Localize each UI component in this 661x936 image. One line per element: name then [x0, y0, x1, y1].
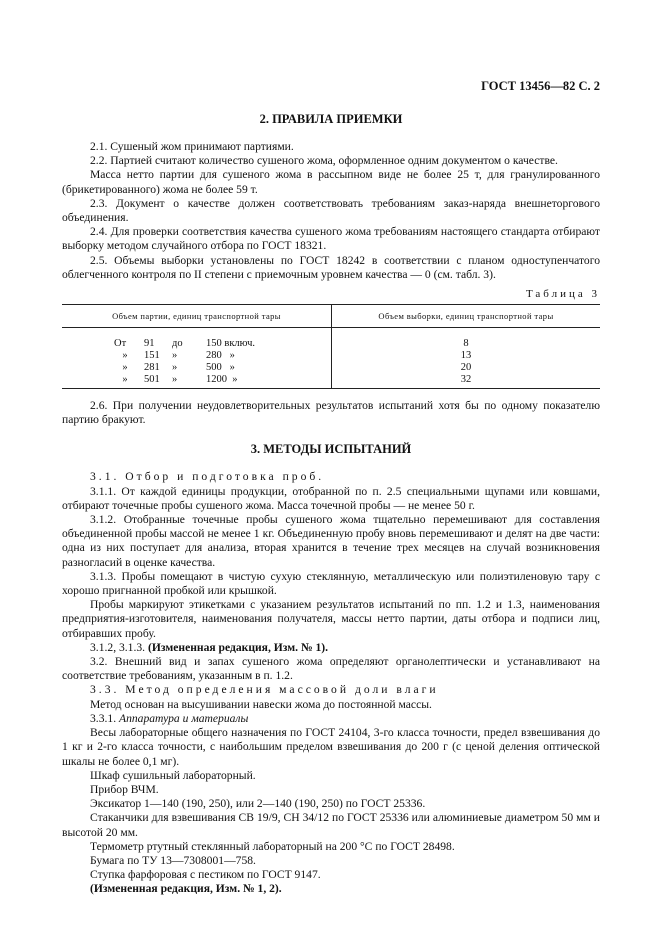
row-sample: 8: [463, 338, 469, 350]
para-device: Прибор ВЧМ.: [90, 782, 159, 796]
section-3-title: 3. МЕТОДЫ ИСПЫТАНИЙ: [250, 442, 412, 457]
amendment-ref: 3.1.2, 3.1.3.: [90, 640, 148, 654]
row-to-word: »: [172, 350, 178, 362]
row-sample: 20: [460, 362, 472, 374]
row-from: 91: [144, 338, 155, 350]
para-2-6: 2.6. При получении неудовлетворительных результатов испытаний хотя бы по одному показателю партию бракуют.: [62, 399, 600, 427]
table-row: [62, 328, 600, 351]
row-prefix: »: [122, 362, 128, 374]
para-3-1-2: 3.1.2. Отобранные точечные пробы сушеного жома тщательно перемешивают для составления объединенной пробы массой не менее 1 кг. Объединенную пробу вновь перемешивают и делят на две части: одна из них поступает для анализа, вторая хранится в течение трех месяцев на случай возникновения разногласий в оценке качества.: [62, 513, 600, 569]
row-to-word: »: [172, 362, 178, 374]
para-amendment-1: [62, 641, 600, 655]
para-2-5: 2.5. Объемы выборки установлены по ГОСТ 18242 в соответствии с планом одноступенчатого облегченного контроля по II степени с приемочным уровнем качества — 0 (см. табл. 3).: [62, 253, 600, 281]
section-2-title: 2. ПРАВИЛА ПРИЕМКИ: [259, 112, 403, 126]
table-row: [62, 374, 600, 388]
row-prefix: »: [122, 374, 128, 386]
row-to: 500 »: [206, 362, 235, 374]
para-3-3-method: Метод основан на высушивании навески жома до постоянной массы.: [90, 697, 432, 711]
para-3-1: 3.1. Отбор и подготовка проб.: [90, 470, 325, 484]
sample-table: [62, 304, 600, 388]
table-row: [62, 350, 600, 362]
table-header-lot-size: Объем партии, единиц транспортной тары: [62, 305, 332, 328]
para-2-1: 2.1. Сушеный жом принимают партиями.: [90, 140, 294, 153]
row-to: 1200 »: [206, 374, 238, 386]
para-3-2: 3.2. Внешний вид и запах сушеного жома определяют органолептически и устанавливают на соответствие требованиям, указанным в п. 1.2.: [62, 655, 600, 683]
para-2-2: 2.2. Партией считают количество сушеного жома, оформленное одним документом о качестве.: [90, 154, 558, 168]
row-from: 501: [144, 374, 160, 386]
row-to: 280 »: [206, 350, 235, 362]
para-3-3: 3.3. Метод определения массовой доли влаги: [90, 683, 439, 697]
para-desiccator: Эксикатор 1—140 (190, 250), или 2—140 (190, 250) по ГОСТ 25336.: [90, 797, 426, 811]
para-amendment-2: [62, 882, 600, 896]
para-3-1-3: 3.1.3. Пробы помещают в чистую сухую стеклянную, металлическую или полиэтиленовую тару с хорошо пригнанной пробкой или крышкой.: [62, 569, 600, 598]
para-3-3-1: [62, 712, 600, 726]
row-prefix: От: [114, 338, 127, 350]
table-caption: Таблица 3: [525, 288, 600, 301]
subsection-title: Аппаратура и материалы: [118, 711, 249, 725]
row-to: 150 включ.: [206, 338, 256, 350]
page-header-code: ГОСТ 13456—82 С. 2: [481, 79, 600, 93]
table-header-sample-size: Объем выборки, единиц транспортной тары: [332, 305, 601, 328]
table-row: [62, 362, 600, 374]
para-thermometer: Термометр ртутный стеклянный лабораторный на 200 °С по ГОСТ 28498.: [90, 839, 455, 853]
row-prefix: »: [122, 350, 128, 362]
para-paper: Бумага по ТУ 13—7308001—758.: [90, 853, 256, 867]
para-mortar: Ступка фарфоровая с пестиком по ГОСТ 9147.: [90, 868, 321, 882]
para-2-3: 2.3. Документ о качестве должен соответствовать требованиям заказ-наряда внешнеторгового объединения.: [62, 196, 600, 225]
row-from: 151: [144, 350, 160, 362]
para-3-1-3-marking: Пробы маркируют этикетками с указанием результатов испытаний по пп. 1.2 и 1.3, наименования предприятия-изготовителя, наименования получателя, массы нетто партии, даты отбора и подписи лиц, отбиравших пробу.: [62, 598, 600, 640]
para-2-2-mass: Масса нетто партии для сушеного жома в рассыпном виде не более 25 т, для гранулированного (брикетированного) жома не более 59 т.: [62, 168, 600, 196]
amendment-note-2: (Измененная редакция, Изм. № 1, 2).: [90, 882, 282, 896]
row-sample: 13: [460, 350, 472, 362]
row-sample: 32: [460, 374, 472, 386]
row-from: 281: [144, 362, 160, 374]
para-weighing-cups: Стаканчики для взвешивания СВ 19/9, СН 34/12 по ГОСТ 25336 или алюминиевые диаметром 50 мм и высотой 20 мм.: [62, 811, 600, 839]
para-oven: Шкаф сушильный лабораторный.: [90, 768, 256, 782]
para-3-1-1: 3.1.1. От каждой единицы продукции, отобранной по п. 2.5 специальными щупами или ковшами, отбирают точечные пробы сушеного жома. Масса точечной пробы — не менее 50 г.: [62, 484, 600, 512]
para-2-4: 2.4. Для проверки соответствия качества сушеного жома требованиям настоящего стандарта отбирают выборку методом случайного отбора по ГОСТ 18321.: [62, 225, 600, 253]
row-to-word: »: [172, 374, 178, 386]
amendment-note: (Измененная редакция, Изм. № 1).: [147, 640, 329, 654]
document-page: [62, 70, 600, 897]
row-to-word: до: [172, 338, 183, 350]
subsection-number: 3.3.1.: [90, 711, 119, 725]
para-scales: Весы лабораторные общего назначения по ГОСТ 24104, 3-го класса точности, предел взвешивания до 1 кг и 2-го класса точности, с наибольшим пределом взвешивания до 200 г (с ценой деления оптической шкалы не более 0,1 мг).: [62, 726, 600, 768]
